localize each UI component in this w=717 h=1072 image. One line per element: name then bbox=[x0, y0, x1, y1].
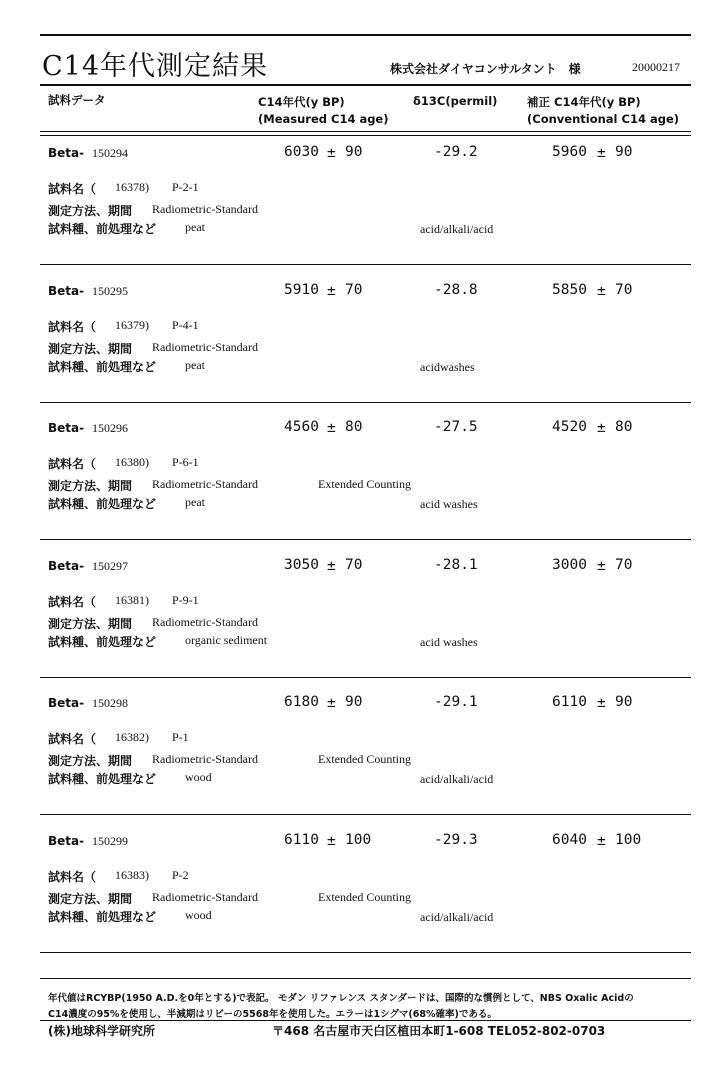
pretreatment-value: acid washes bbox=[420, 634, 478, 649]
conventional-error: 80 bbox=[615, 419, 633, 435]
pretreatment-value: acid/alkali/acid bbox=[420, 222, 494, 236]
sample-id: P-2 bbox=[172, 867, 189, 882]
measured-age: 5910 bbox=[284, 281, 319, 298]
method-value: Radiometric-Standard bbox=[152, 752, 258, 766]
method-value: Radiometric-Standard bbox=[152, 614, 258, 629]
measured-pm: ± bbox=[327, 145, 336, 161]
record-separator bbox=[40, 814, 691, 815]
col-delta: δ13C(permil) bbox=[413, 94, 498, 108]
method-label: 測定方法、期間 bbox=[48, 204, 133, 218]
conventional-age: 4520 bbox=[552, 419, 587, 435]
conventional-error: 90 bbox=[615, 144, 633, 160]
method-label: 測定方法、期間 bbox=[48, 891, 133, 906]
material-value: peat bbox=[185, 357, 205, 372]
conventional-error: 90 bbox=[615, 694, 633, 710]
col-measured-jp: C14年代(y BP) bbox=[258, 95, 345, 109]
measured-age: 6110 bbox=[284, 831, 319, 848]
delta-13c: -29.2 bbox=[434, 144, 478, 160]
counting-value: Extended Counting bbox=[318, 752, 411, 766]
counting-value: Extended Counting bbox=[318, 477, 411, 491]
delta-13c: -29.3 bbox=[434, 831, 478, 848]
delta-13c: -29.1 bbox=[434, 694, 478, 710]
pretreatment-value: acid/alkali/acid bbox=[420, 909, 494, 924]
record-separator bbox=[40, 677, 691, 678]
sample-id: P-6-1 bbox=[172, 455, 199, 469]
col-sample-data: 試料データ bbox=[48, 93, 106, 107]
material-label: 試料種、前処理など bbox=[48, 359, 157, 374]
sample-name-label: 試料名（ bbox=[48, 732, 97, 746]
beta-label: Beta- bbox=[48, 833, 85, 848]
method-value: Radiometric-Standard bbox=[152, 477, 258, 491]
beta-label: Beta- bbox=[48, 558, 85, 573]
header-double-rule-2 bbox=[40, 135, 691, 136]
method-label: 測定方法、期間 bbox=[48, 479, 133, 493]
conventional-error: 70 bbox=[615, 281, 633, 298]
measured-pm: ± bbox=[327, 832, 336, 849]
sample-id: P-2-1 bbox=[172, 180, 199, 194]
conventional-pm: ± bbox=[597, 420, 606, 436]
measured-error: 90 bbox=[345, 144, 363, 160]
beta-number: 150297 bbox=[92, 558, 128, 573]
sample-name-label: 試料名（ bbox=[48, 319, 97, 334]
material-label: 試料種、前処理など bbox=[48, 222, 157, 236]
beta-number: 150298 bbox=[92, 696, 128, 710]
conventional-age: 5850 bbox=[552, 281, 587, 298]
material-value: peat bbox=[185, 495, 205, 509]
beta-label: Beta- bbox=[48, 421, 85, 435]
measured-error: 90 bbox=[345, 694, 363, 710]
pretreatment-value: acidwashes bbox=[420, 359, 475, 374]
lab-number: 16383) bbox=[115, 867, 149, 882]
beta-label: Beta- bbox=[48, 283, 85, 298]
col-measured-en: (Measured C14 age) bbox=[258, 112, 389, 126]
delta-13c: -28.8 bbox=[434, 281, 478, 298]
pretreatment-value: acid washes bbox=[420, 497, 478, 511]
beta-number: 150294 bbox=[92, 146, 128, 160]
measured-pm: ± bbox=[327, 557, 336, 574]
material-value: peat bbox=[185, 220, 205, 234]
measured-error: 100 bbox=[345, 831, 372, 848]
top-rule bbox=[40, 34, 691, 36]
lab-number: 16380) bbox=[115, 455, 149, 469]
method-label: 測定方法、期間 bbox=[48, 616, 133, 631]
beta-label: Beta- bbox=[48, 696, 85, 710]
material-label: 試料種、前処理など bbox=[48, 772, 157, 786]
conventional-pm: ± bbox=[597, 557, 606, 574]
sample-name-label: 試料名（ bbox=[48, 457, 97, 471]
footer-rule-2 bbox=[40, 1020, 691, 1021]
delta-13c: -28.1 bbox=[434, 556, 478, 573]
measured-error: 70 bbox=[345, 556, 363, 573]
record-separator bbox=[40, 539, 691, 540]
material-label: 試料種、前処理など bbox=[48, 497, 157, 511]
client-name: 株式会社ダイヤコンサルタント 様 bbox=[390, 62, 581, 76]
sample-name-label: 試料名（ bbox=[48, 182, 97, 196]
conventional-age: 5960 bbox=[552, 144, 587, 160]
measured-pm: ± bbox=[327, 695, 336, 711]
pretreatment-value: acid/alkali/acid bbox=[420, 772, 494, 786]
title-rule bbox=[40, 84, 691, 86]
counting-value: Extended Counting bbox=[318, 889, 411, 904]
beta-number: 150295 bbox=[92, 283, 128, 298]
method-label: 測定方法、期間 bbox=[48, 754, 133, 768]
sample-id: P-1 bbox=[172, 730, 189, 744]
sample-name-label: 試料名（ bbox=[48, 869, 97, 884]
header-double-rule-1 bbox=[40, 131, 691, 132]
material-label: 試料種、前処理など bbox=[48, 634, 157, 649]
method-value: Radiometric-Standard bbox=[152, 202, 258, 216]
sample-id: P-4-1 bbox=[172, 317, 199, 332]
record-separator bbox=[40, 402, 691, 403]
beta-number: 150299 bbox=[92, 833, 128, 848]
material-value: wood bbox=[185, 907, 212, 922]
page-title: C14年代測定結果 bbox=[42, 51, 269, 82]
measured-age: 6030 bbox=[284, 144, 319, 160]
beta-label: Beta- bbox=[48, 146, 85, 160]
conventional-pm: ± bbox=[597, 145, 606, 161]
lab-address: 〒468 名古屋市天白区植田本町1-608 TEL052-802-0703 bbox=[272, 1024, 606, 1038]
conventional-age: 6110 bbox=[552, 694, 587, 710]
measured-pm: ± bbox=[327, 282, 336, 299]
measured-error: 70 bbox=[345, 281, 363, 298]
conventional-pm: ± bbox=[597, 282, 606, 299]
material-value: wood bbox=[185, 770, 212, 784]
measured-age: 6180 bbox=[284, 694, 319, 710]
material-label: 試料種、前処理など bbox=[48, 909, 157, 924]
conventional-pm: ± bbox=[597, 695, 606, 711]
conventional-error: 70 bbox=[615, 556, 633, 573]
footer-rule-1 bbox=[40, 978, 691, 979]
lab-number: 16378) bbox=[115, 180, 149, 194]
sample-id: P-9-1 bbox=[172, 592, 199, 607]
conventional-age: 3000 bbox=[552, 556, 587, 573]
lab-organization: (株)地球科学研究所 bbox=[48, 1024, 155, 1038]
lab-number: 16379) bbox=[115, 317, 149, 332]
beta-number: 150296 bbox=[92, 421, 128, 435]
col-conventional-en: (Conventional C14 age) bbox=[527, 112, 679, 126]
sample-name-label: 試料名（ bbox=[48, 594, 97, 609]
material-value: organic sediment bbox=[185, 632, 268, 647]
record-separator bbox=[40, 952, 691, 953]
conventional-pm: ± bbox=[597, 832, 606, 849]
col-conventional-jp: 補正 C14年代(y BP) bbox=[527, 95, 641, 109]
measured-age: 3050 bbox=[284, 556, 319, 573]
conventional-age: 6040 bbox=[552, 831, 587, 848]
note-line-1: 年代値はRCYBP(1950 A.D.を0年とする)で表記。 モダン リファレンス スタンダードは、国際的な慣例として、NBS Oxalic Acidの bbox=[48, 993, 634, 1004]
method-value: Radiometric-Standard bbox=[152, 339, 258, 354]
conventional-error: 100 bbox=[615, 831, 642, 848]
lab-number: 16382) bbox=[115, 730, 149, 744]
record-separator bbox=[40, 264, 691, 265]
note-line-2: C14濃度の95%を使用し、半減期はリビーの5568年を使用した。エラーは1シグマ(68%確率)である。 bbox=[48, 1009, 497, 1020]
report-date: 20000217 bbox=[632, 60, 680, 74]
measured-error: 80 bbox=[345, 419, 363, 435]
measured-pm: ± bbox=[327, 420, 336, 436]
method-label: 測定方法、期間 bbox=[48, 341, 133, 356]
delta-13c: -27.5 bbox=[434, 419, 478, 435]
lab-number: 16381) bbox=[115, 592, 149, 607]
measured-age: 4560 bbox=[284, 419, 319, 435]
method-value: Radiometric-Standard bbox=[152, 889, 258, 904]
